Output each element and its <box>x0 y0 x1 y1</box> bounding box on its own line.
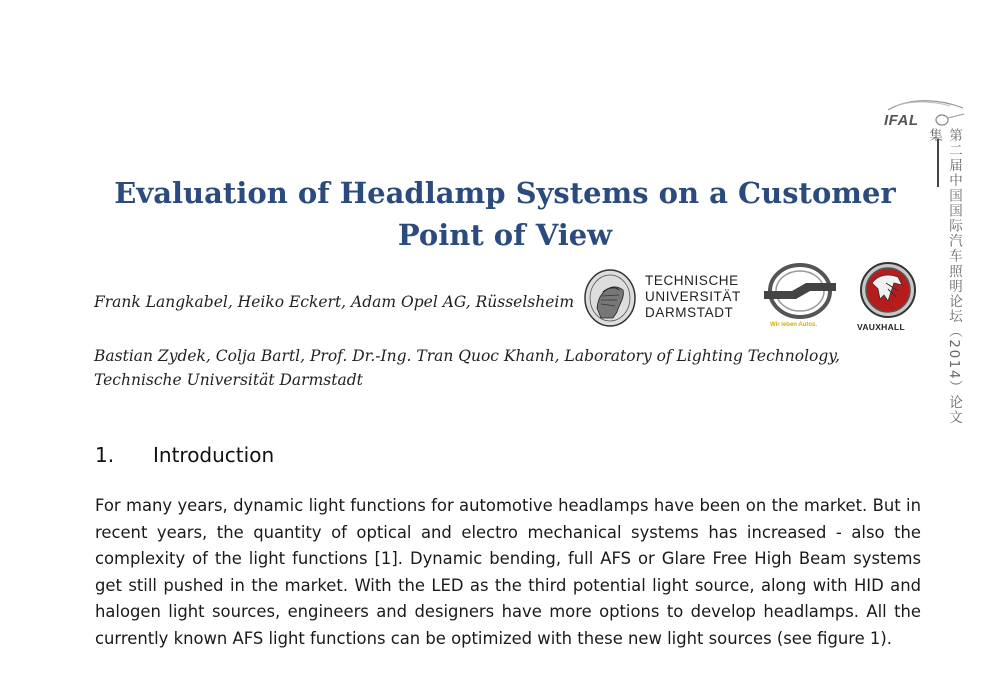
opel-logo-icon <box>762 261 838 321</box>
section-number: 1. <box>95 443 115 467</box>
page-title: Evaluation of Headlamp Systems on a Customer Point of View <box>114 176 896 252</box>
sidebar-proceedings-label: 第二届中国国际汽车照明论坛（2014）论文集 <box>926 128 962 426</box>
section-title: Introduction <box>153 443 275 467</box>
vauxhall-griffin-icon <box>858 261 918 319</box>
authors-opel: Frank Langkabel, Heiko Eckert, Adam Opel AG, Rüsselsheim <box>94 293 575 311</box>
tu-line-2: UNIVERSITÄT <box>645 289 741 304</box>
vauxhall-wordmark: VAUXHALL <box>857 322 906 332</box>
tu-darmstadt-seal-icon <box>583 268 639 328</box>
tu-darmstadt-wordmark <box>645 273 741 321</box>
intro-paragraph: For many years, dynamic light functions for automotive headlamps have been on the market. But in recent years, the quantity of optical and electro mechanical systems has increased - also the complexity of the light functions [1]. Dynamic bending, full AFS or Glare Free High Beam systems get still pushed in the market. With the LED as the third potential light source, along with HID and halogen light sources, engineers and designers have more options to develop headlamps. All the currently known AFS light functions can be optimized with these new light sources (see figure 1). <box>95 496 921 648</box>
tu-line-1: TECHNISCHE <box>645 273 739 288</box>
section-heading <box>95 443 274 467</box>
opel-slogan: Wir leben Autos. <box>770 322 818 328</box>
authors-tu-darmstadt: Bastian Zydek, Colja Bartl, Prof. Dr.-Ing. Tran Quoc Khanh, Laboratory of Lighting Technology, Technische Universität Darmstadt <box>94 347 840 389</box>
tu-line-3: DARMSTADT <box>645 305 734 320</box>
ifal-logo-text: IFAL <box>884 112 919 129</box>
sidebar-rule <box>937 139 939 187</box>
